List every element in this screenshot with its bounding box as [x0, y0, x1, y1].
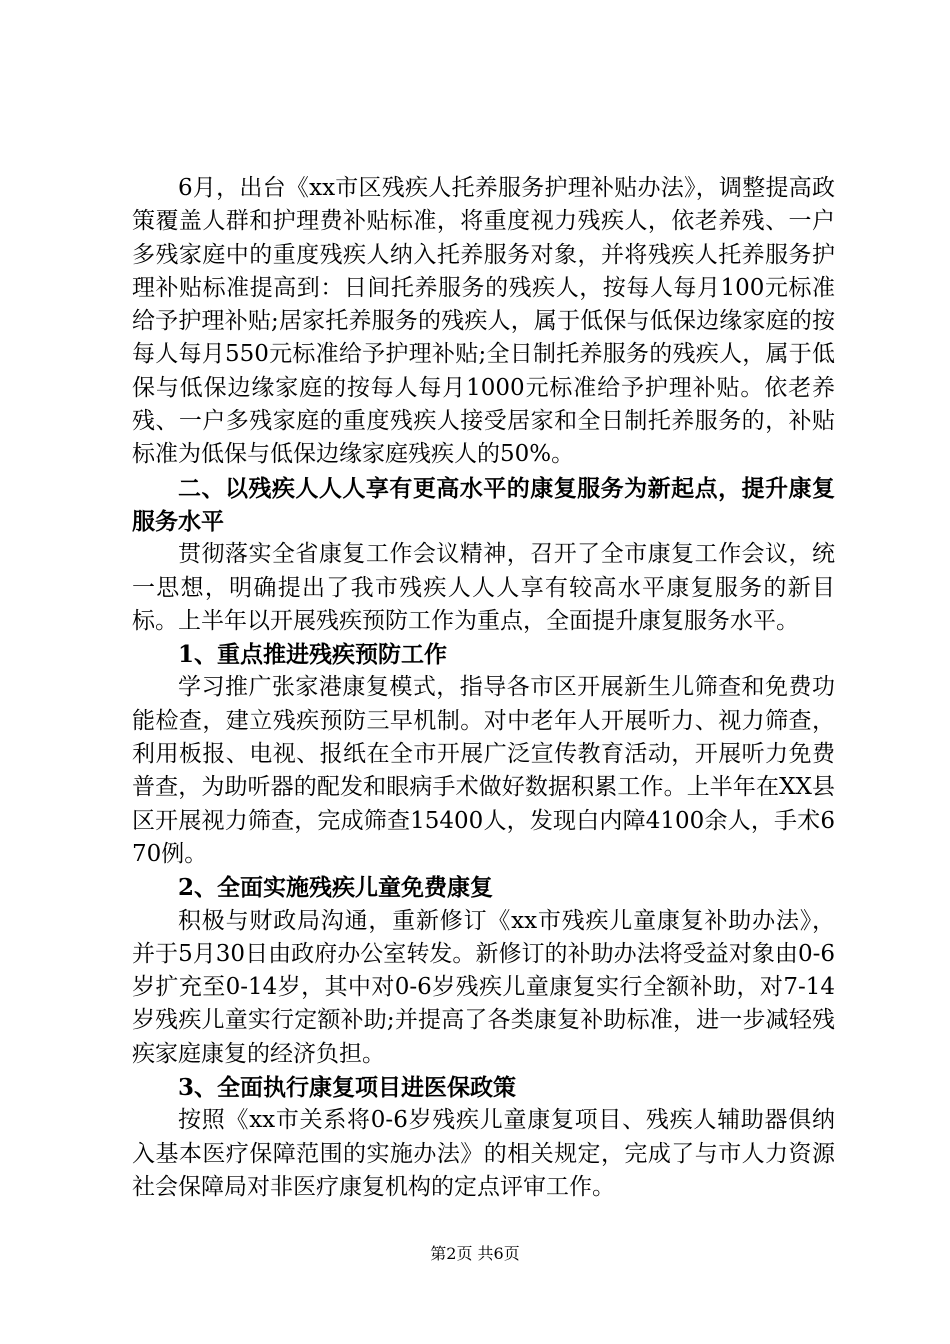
- paragraph-care-subsidy: 6月，出台《xx市区残疾人托养服务护理补贴办法》，调整提高政策覆盖人群和护理费补贴标准，将重度视力残疾人，依老养残、一户多残家庭中的重度残疾人纳入托养服务对象，并将残疾人托养服务护理补贴标准提高到：日间托养服务的残疾人，按每人每月100元标准给予护理补贴;居家托养服务的残疾人，属于低保与低保边缘家庭的按每人每月550元标准给予护理补贴;全日制托养服务的残疾人，属于低保与低保边缘家庭的按每人每月1000元标准给予护理补贴。依老养残、一户多残家庭的重度残疾人接受居家和全日制托养服务的，补贴标准为低保与低保边缘家庭残疾人的50%。: [132, 175, 835, 468]
- section-heading-rehabilitation: 二、以残疾人人人享有更高水平的康复服务为新起点，提升康复服务水平: [132, 474, 835, 535]
- subheading-children-rehab: 2、全面实施残疾儿童免费康复: [178, 874, 494, 902]
- paragraph-prevention: 学习推广张家港康复模式，指导各市区开展新生儿筛查和免费功能检查，建立残疾预防三早机制。对中老年人开展听力、视力筛查，利用板报、电视、报纸在全市开展广泛宣传教育活动，开展听力免费普查，为助听器的配发和眼病手术做好数据积累工作。上半年在XX县区开展视力筛查，完成筛查15400人，发现白内障4100余人，手术670例。: [132, 674, 835, 867]
- document-body: [132, 172, 835, 1204]
- page-number-footer: 第2页 共6页: [430, 1244, 520, 1263]
- subheading-prevention: 1、重点推进残疾预防工作: [178, 641, 448, 669]
- subheading-medical-insurance: 3、全面执行康复项目进医保政策: [178, 1074, 517, 1102]
- paragraph-rehabilitation-meeting: 贯彻落实全省康复工作会议精神，召开了全市康复工作会议，统一思想，明确提出了我市残疾人人人享有较高水平康复服务的新目标。上半年以开展残疾预防工作为重点，全面提升康复服务水平。: [132, 541, 835, 634]
- paragraph-medical-insurance: 按照《xx市关系将0-6岁残疾儿童康复项目、残疾人辅助器俱纳入基本医疗保障范围的实施办法》的相关规定，完成了与市人力资源社会保障局对非医疗康复机构的定点评审工作。: [132, 1107, 835, 1200]
- paragraph-children-rehab: 积极与财政局沟通，重新修订《xx市残疾儿童康复补助办法》，并于5月30日由政府办公室转发。新修订的补助办法将受益对象由0-6岁扩充至0-14岁，其中对0-6岁残疾儿童康复实行全额补助，对7-14岁残疾儿童实行定额补助;并提高了各类康复补助标准，进一步减轻残疾家庭康复的经济负担。: [132, 907, 835, 1067]
